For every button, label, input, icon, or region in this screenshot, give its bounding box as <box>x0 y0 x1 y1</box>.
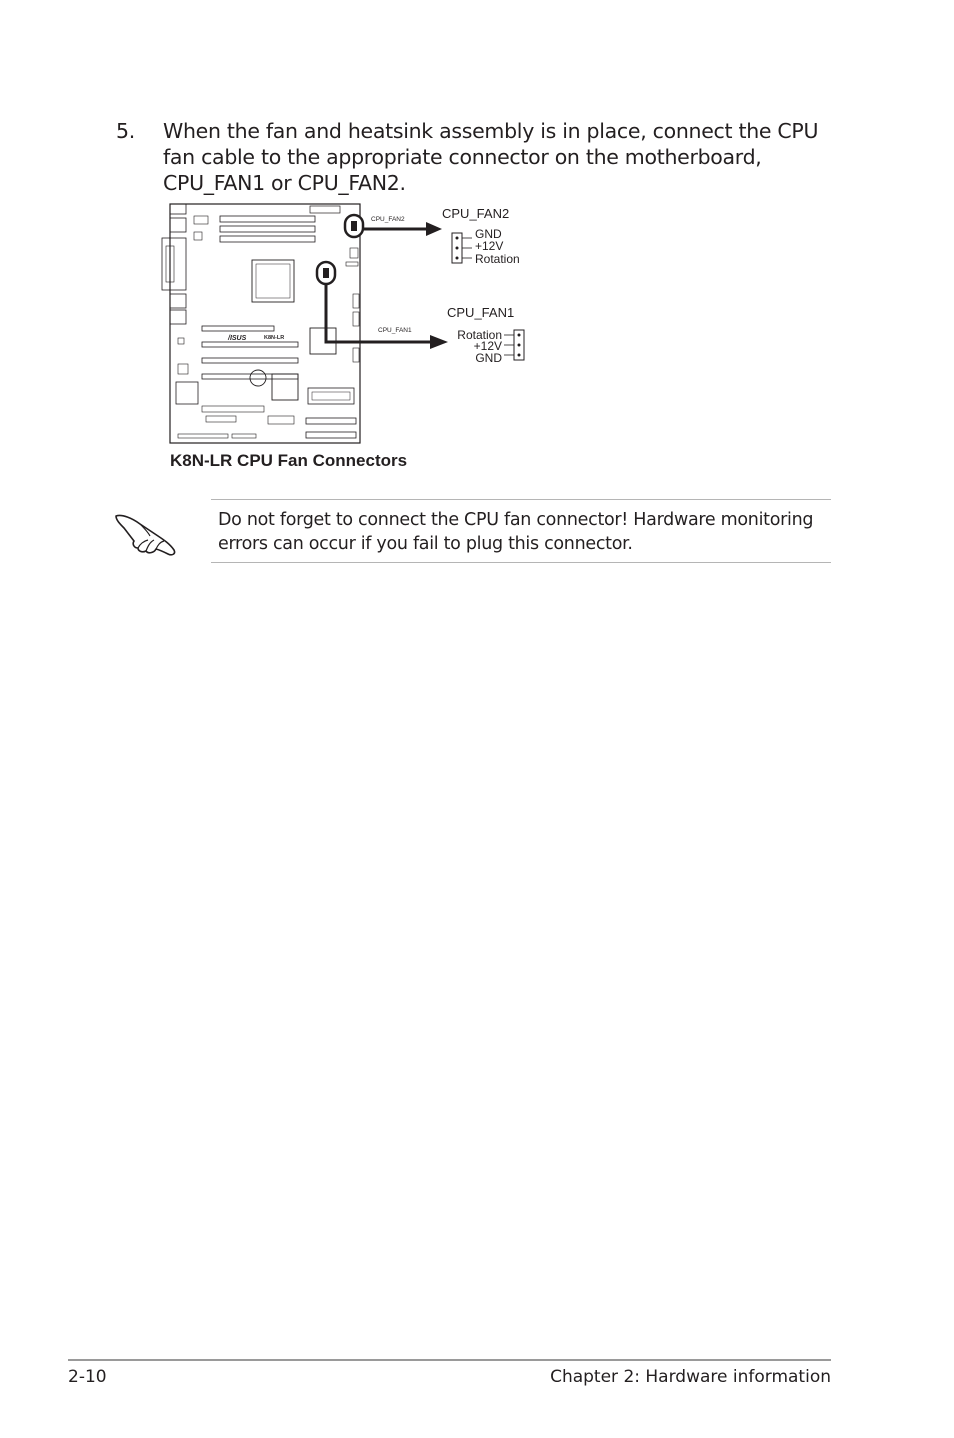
step-number: 5. <box>116 119 135 143</box>
motherboard-fan-diagram <box>160 196 560 452</box>
board-brand: /ISUS <box>228 335 247 342</box>
cpu-fan2-header <box>351 221 357 231</box>
cpu-fan1-board-label: CPU_FAN1 <box>378 327 412 334</box>
cpu-fan1-pin-1: Rotation <box>457 328 502 342</box>
board-model: K8N-LR <box>264 335 285 341</box>
pin <box>456 257 459 260</box>
pin <box>518 334 521 337</box>
cpu-fan1-arrow-head <box>430 335 448 349</box>
cpu-fan1-pin-3: GND <box>475 351 502 365</box>
cpu-fan1-title: CPU_FAN1 <box>447 305 515 320</box>
pin <box>518 354 521 357</box>
cpu-fan1-header <box>323 268 329 278</box>
cpu-fan2-board-label: CPU_FAN2 <box>371 216 405 223</box>
cpu-fan2-pin-1: GND <box>475 227 502 241</box>
page-number: 2-10 <box>68 1367 107 1387</box>
note-divider-bottom <box>211 562 831 563</box>
footer-divider <box>68 1359 831 1361</box>
step-text: When the fan and heatsink assembly is in place, connect the CPU fan cable to the appropriate connector on the motherboard, CPU_FAN1 or CPU_FAN2. <box>163 119 819 195</box>
cpu-fan2-arrow-head <box>426 222 442 236</box>
cpu-fan1-pin-2: +12V <box>473 339 502 353</box>
pin <box>456 247 459 250</box>
cpu-fan2-pin-3: Rotation <box>475 252 520 266</box>
note-text: Do not forget to connect the CPU fan connector! Hardware monitoring errors can occur if you fail to plug this connector. <box>218 510 814 554</box>
pin <box>456 237 459 240</box>
diagram-caption: K8N-LR CPU Fan Connectors <box>170 451 408 470</box>
pointing-hand-icon <box>114 506 180 558</box>
cpu-fan2-pin-2: +12V <box>475 239 504 253</box>
cpu-fan2-title: CPU_FAN2 <box>442 206 510 221</box>
chapter-title: Chapter 2: Hardware information <box>550 1367 831 1387</box>
pin <box>518 344 521 347</box>
note-divider-top <box>211 499 831 500</box>
